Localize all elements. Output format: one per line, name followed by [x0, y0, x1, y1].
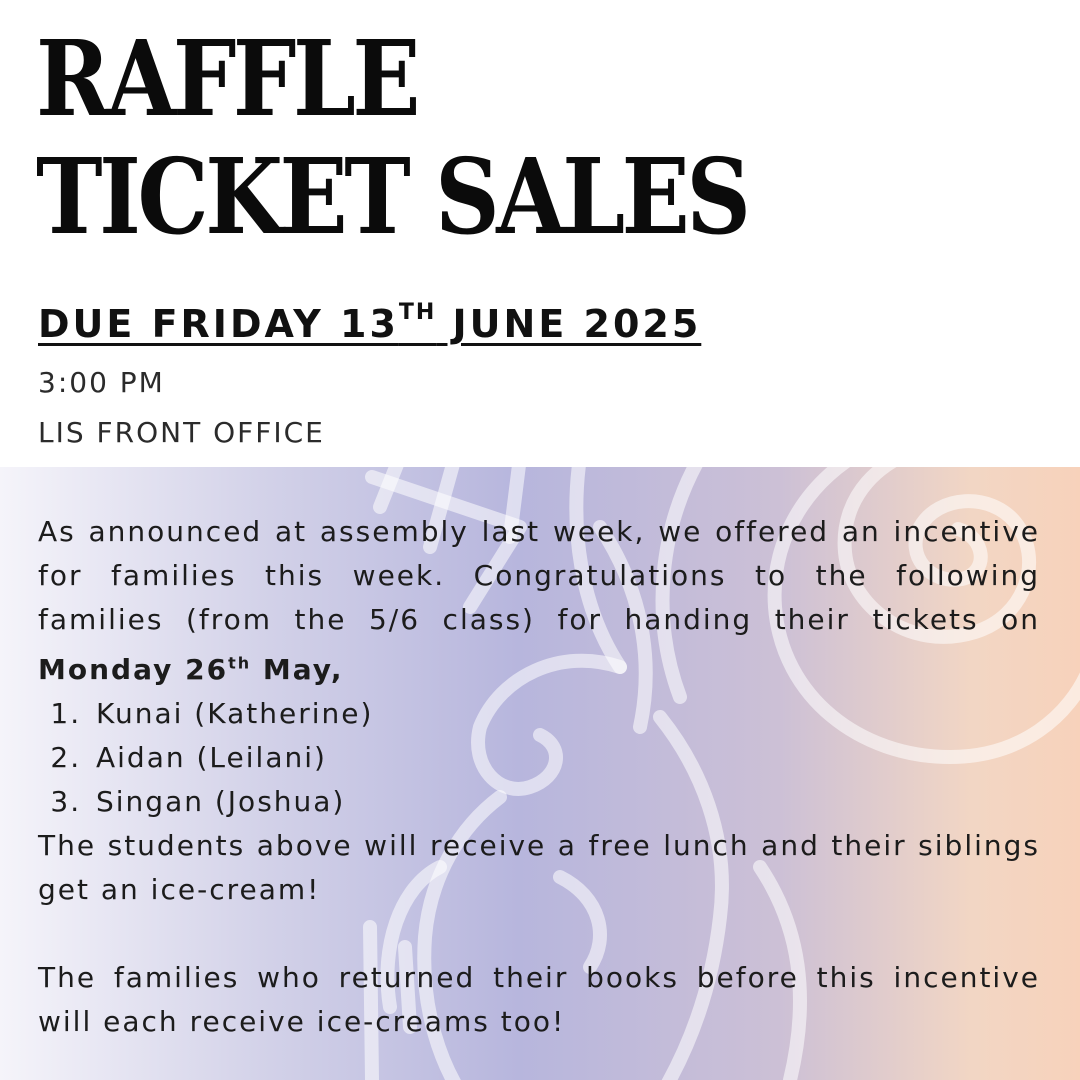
winners-list — [38, 692, 1040, 824]
due-date-suffix: TH — [398, 300, 437, 326]
poster-title — [36, 17, 748, 258]
paragraph-spacer — [38, 912, 1040, 956]
header-section — [0, 0, 1080, 467]
closing-paragraph: The families who returned their books before this incentive will each receive ice-creams too! — [38, 961, 1040, 1039]
incentive-date-suffix: th — [228, 654, 252, 673]
intro-paragraph — [38, 510, 1040, 692]
due-date-rest: JUNE 2025 — [436, 302, 702, 346]
incentive-date — [38, 653, 343, 686]
due-location: LIS FRONT OFFICE — [38, 416, 325, 449]
reward-paragraph: The students above will receive a free lunch and their siblings get an ice-cream! — [38, 829, 1040, 907]
due-date — [38, 302, 701, 346]
incentive-date-month: May, — [251, 653, 344, 687]
due-time: 3:00 PM — [38, 366, 165, 399]
title-line-1: RAFFLE — [36, 17, 418, 140]
list-item: 2. Aidan (Leilani) — [92, 736, 1040, 780]
list-item: 3. Singan (Joshua) — [92, 780, 1040, 824]
intro-text: As announced at assembly last week, we offered an incentive for families this week. Congratulations to the following families (from the 5/6 class) for handing their tickets on — [38, 515, 1040, 636]
title-line-2: TICKET SALES — [36, 135, 748, 258]
announcement-panel — [0, 467, 1080, 1080]
list-item: 1. Kunai (Katherine) — [92, 692, 1040, 736]
incentive-date-day: Monday 26 — [38, 653, 229, 687]
announcement-text — [38, 510, 1040, 1044]
due-date-prefix: DUE FRIDAY 13 — [38, 302, 399, 346]
